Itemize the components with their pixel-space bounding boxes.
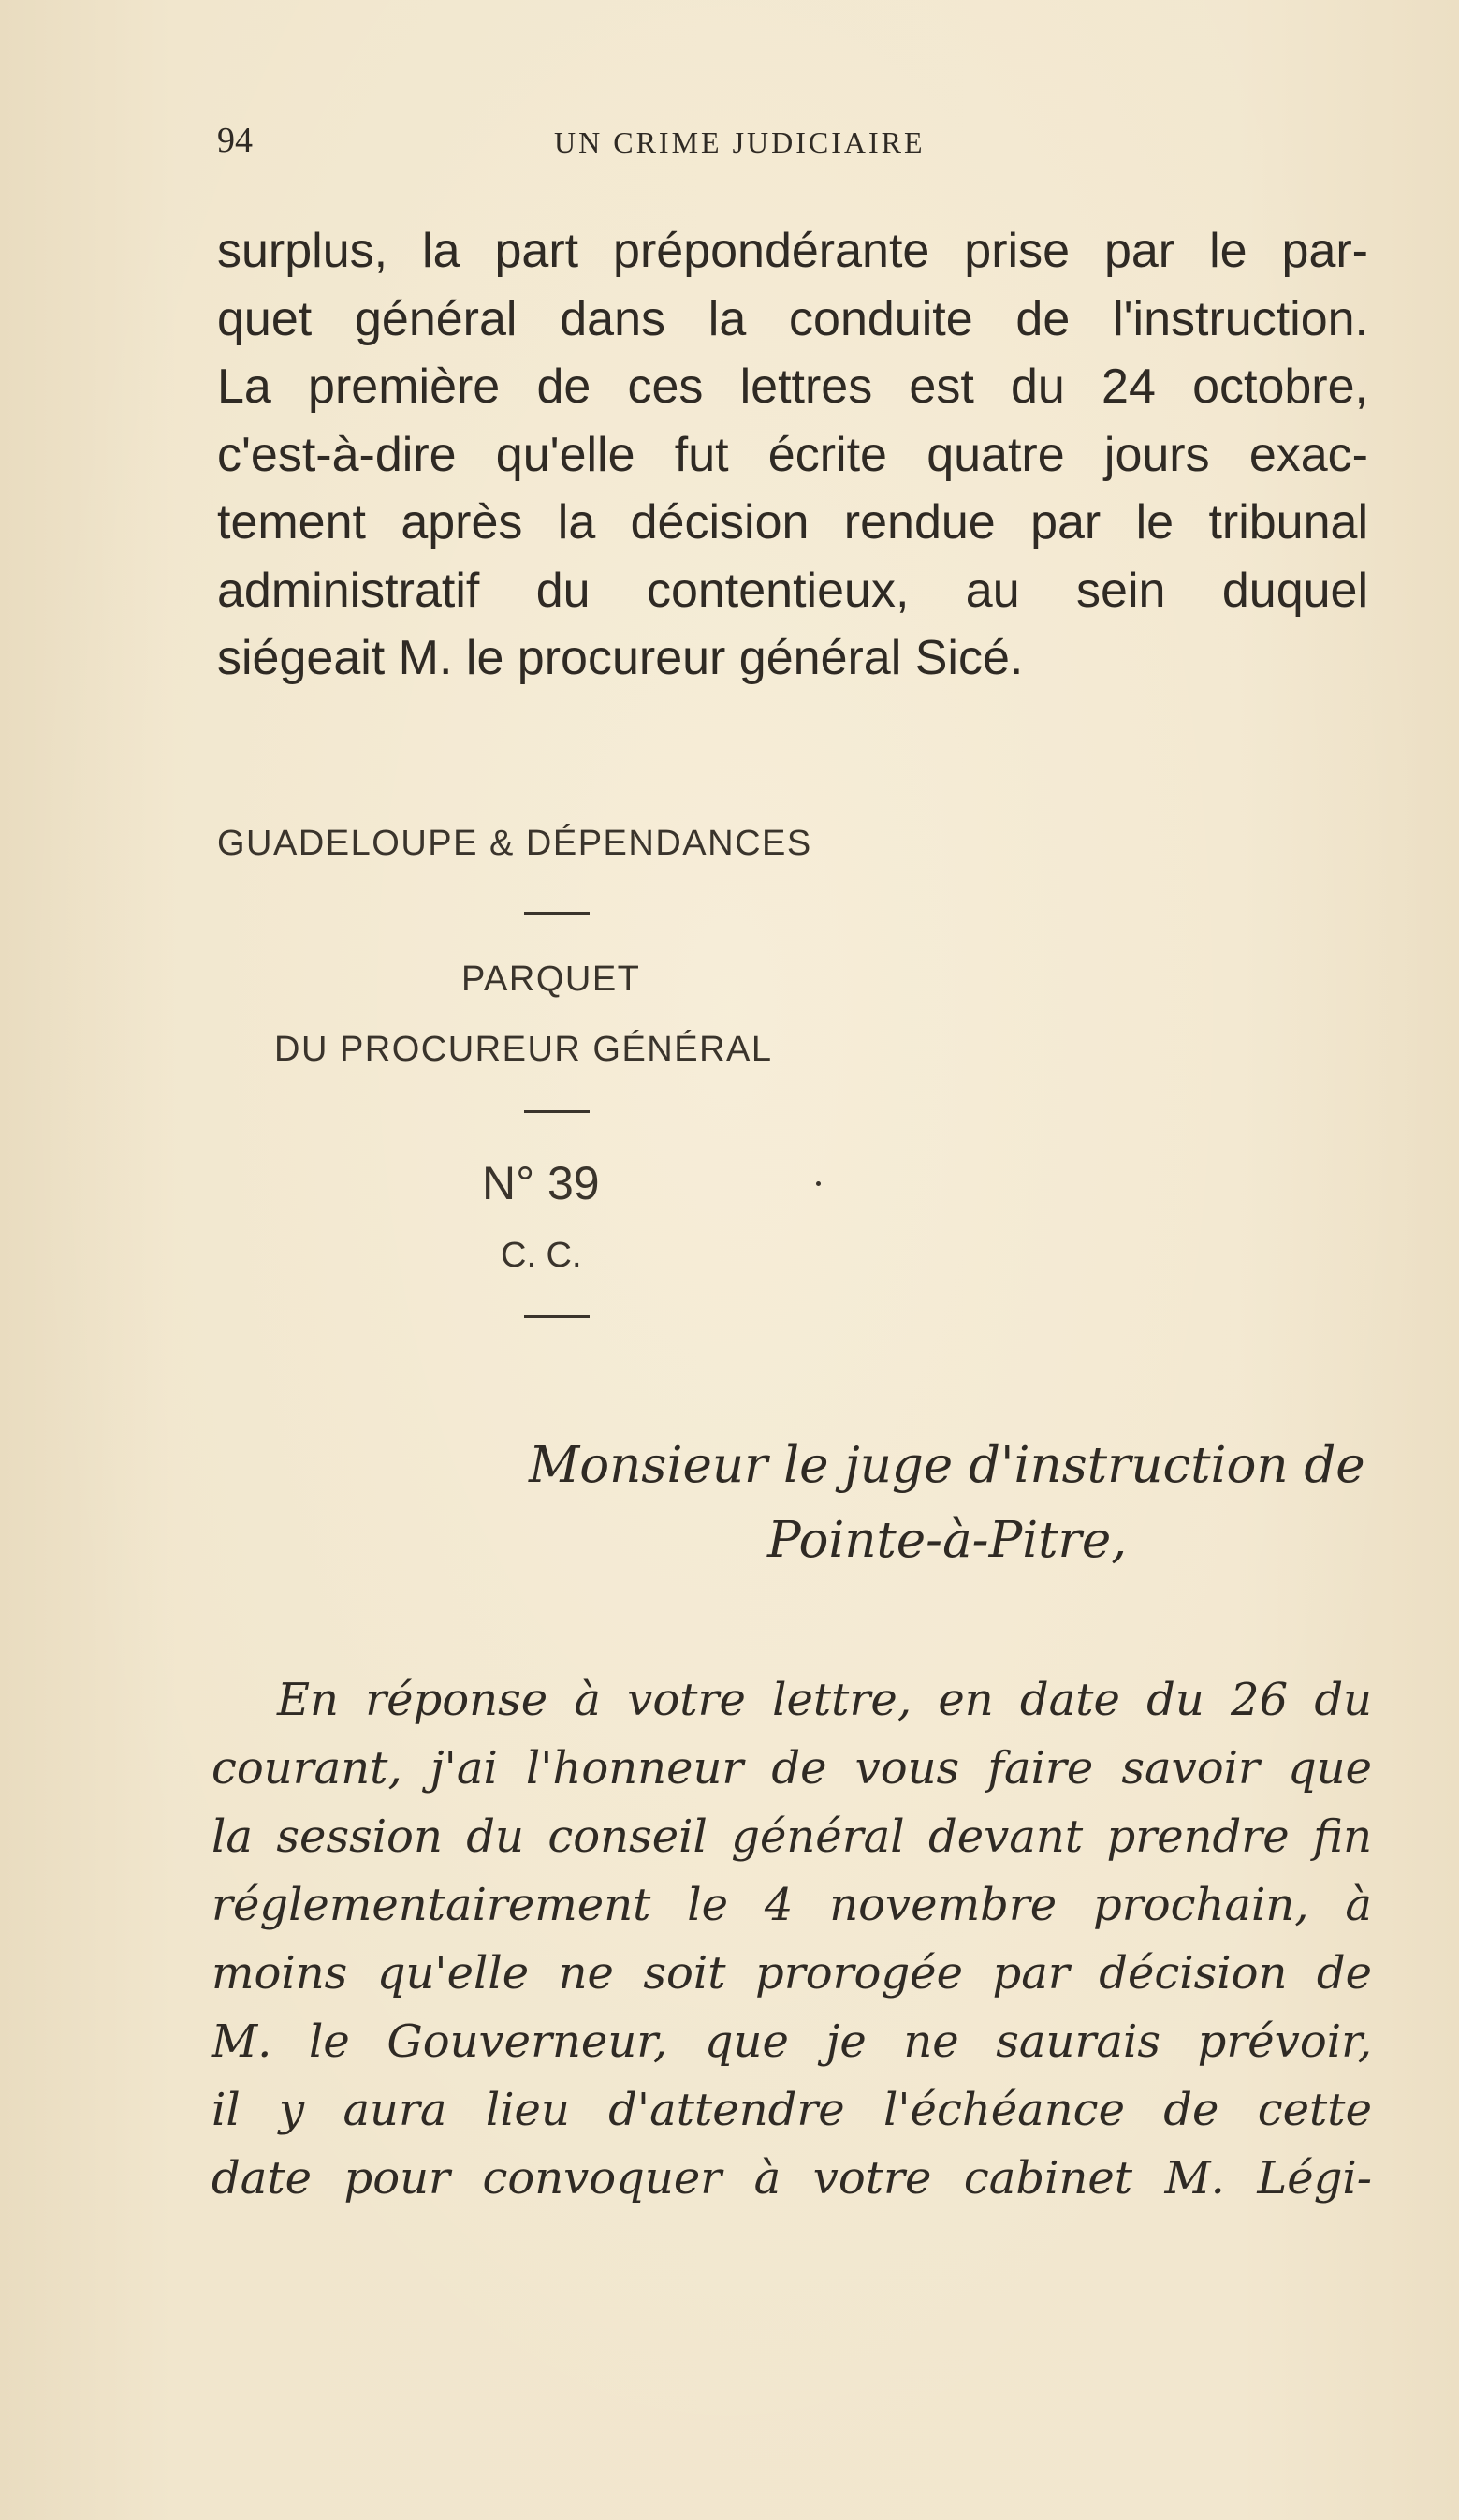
- text-line: tement après la décision rendue par le tribunal: [217, 495, 1368, 549]
- text-line: administratif du contentieux, au sein duquel: [217, 563, 1368, 618]
- text-line: siégeait M. le procureur général Sicé.: [217, 631, 1024, 685]
- text-line: c'est-à-dire qu'elle fut écrite quatre jours exac-: [217, 427, 1368, 482]
- letter-paragraph: [212, 1666, 1372, 2213]
- text-line: moins qu'elle ne soit prorogée par décision de: [212, 1947, 1372, 2000]
- salutation-line1: Monsieur le juge d'instruction de: [529, 1437, 1365, 1494]
- divider: [524, 1110, 590, 1113]
- page-number: 94: [217, 121, 253, 160]
- text-line: La première de ces lettres est du 24 octobre,: [217, 359, 1368, 414]
- text-line: surplus, la part prépondérante prise par le par-: [217, 224, 1368, 278]
- text-line: quet général dans la conduite de l'instruction.: [217, 291, 1368, 346]
- letterhead-office-line1: PARQUET: [461, 960, 641, 999]
- text-line: courant, j'ai l'honneur de vous faire savoir que: [212, 1742, 1372, 1795]
- running-head: [217, 120, 1368, 167]
- text-line: En réponse à votre lettre, en date du 26 du: [277, 1674, 1372, 1726]
- letterhead-territory: GUADELOUPE & DÉPENDANCES: [217, 824, 812, 863]
- divider: [524, 1315, 590, 1318]
- text-line: date pour convoquer à votre cabinet M. Légi-: [212, 2152, 1372, 2205]
- text-line: il y aura lieu d'attendre l'échéance de cette: [212, 2084, 1372, 2136]
- letterhead-office-line2: DU PROCUREUR GÉNÉRAL: [274, 1030, 773, 1069]
- book-title: UN CRIME JUDICIAIRE: [554, 125, 926, 159]
- ink-speck: [816, 1181, 821, 1186]
- intro-paragraph: [217, 217, 1368, 693]
- salutation-line2: Pointe-à-Pitre,: [767, 1512, 1128, 1569]
- letter-code: C. C.: [501, 1236, 582, 1275]
- text-line: M. le Gouverneur, que je ne saurais prévoir,: [212, 2015, 1372, 2068]
- letter-number: N° 39: [482, 1157, 600, 1209]
- text-line: réglementairement le 4 novembre prochain, à: [212, 1879, 1372, 1931]
- text-line: la session du conseil général devant prendre fin: [212, 1810, 1372, 1863]
- divider: [524, 912, 590, 915]
